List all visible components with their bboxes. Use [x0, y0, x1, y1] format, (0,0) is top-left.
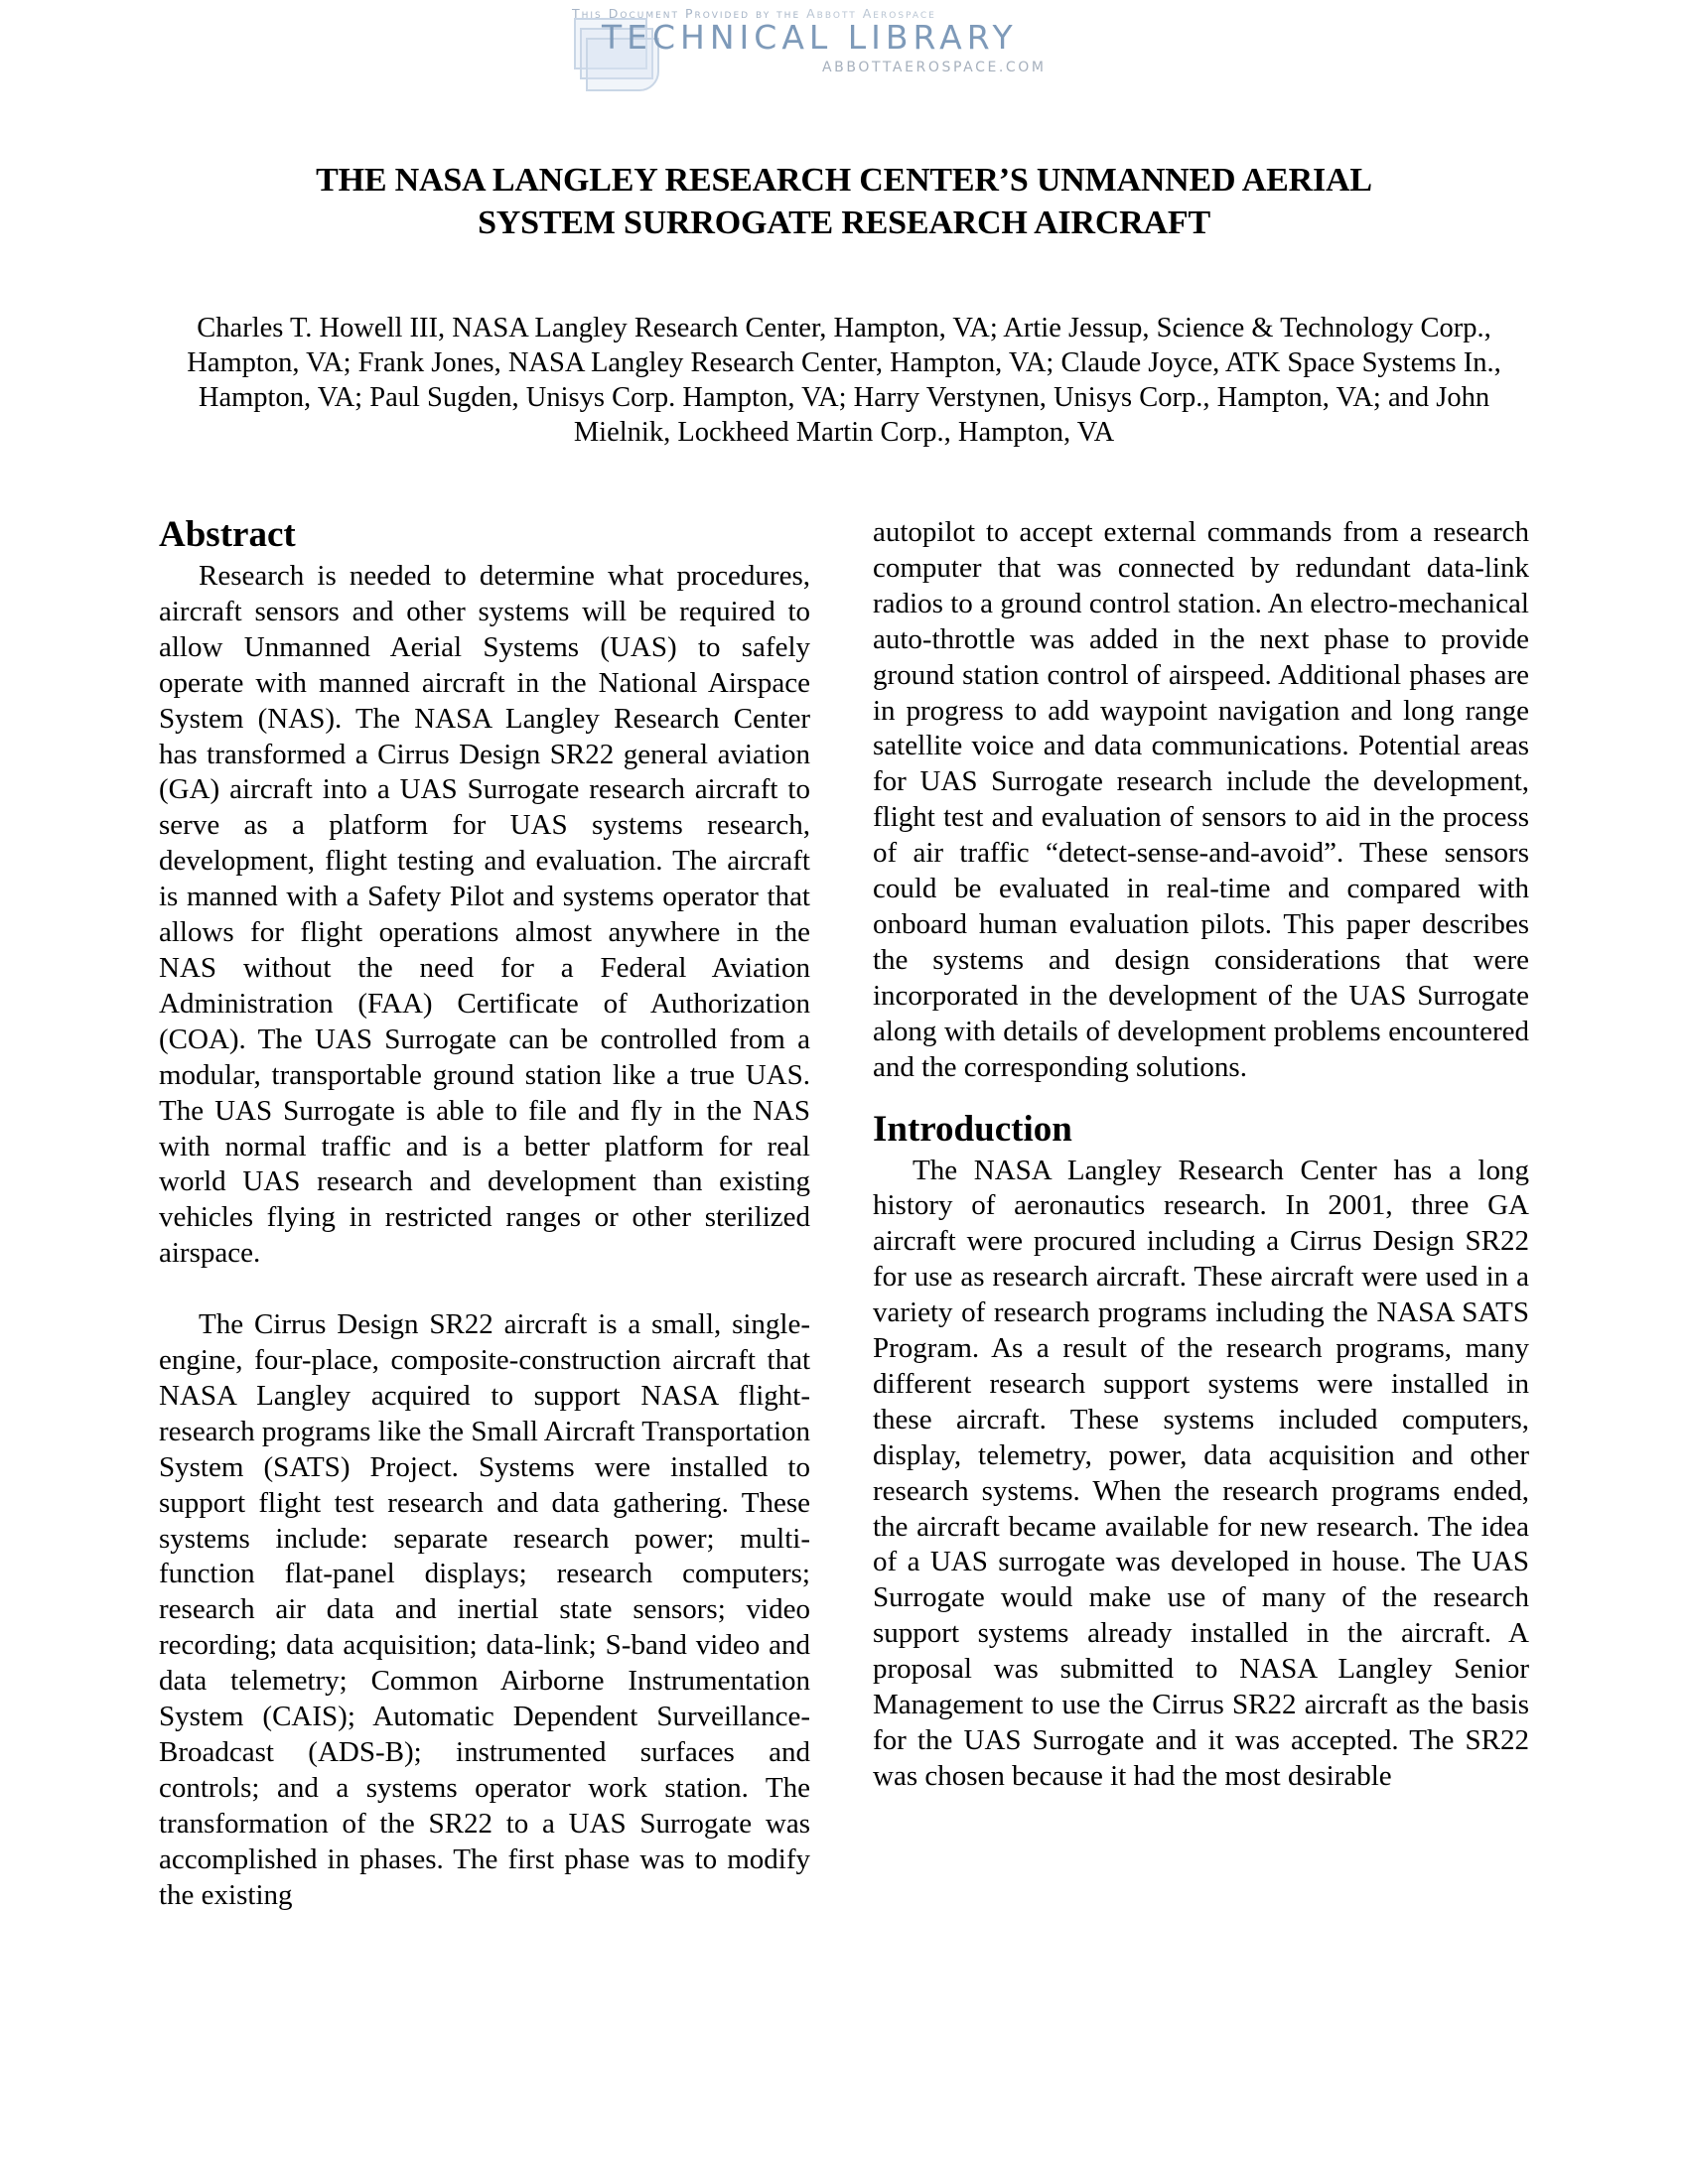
author-list: Charles T. Howell III, NASA Langley Research Center, Hampton, VA; Artie Jessup, Science & Technology Corp., Hampton, VA; Frank Jones, NASA Langley Research Center, Hampton, VA; Claude Joyce, ATK Space Systems In., Hampton, VA; Paul Sugden, Unisys Corp. Hampton, VA; Harry Verstynen, Unisys Corp., Hampton, VA; and John Mielnik, Lockheed Martin Corp., Hampton, VA	[187, 313, 1501, 448]
abstract-paragraph: Research is needed to determine what procedures, aircraft sensors and other systems will be required to allow Unmanned Aerial Systems (UAS) to safely operate with manned aircraft in the National Airspace System (NAS). The NASA Langley Research Center has transformed a Cirrus Design SR22 general aviation (GA) aircraft into a UAS Surrogate research aircraft to serve as a platform for UAS systems research, development, flight testing and evaluation. The aircraft is manned with a Safety Pilot and systems operator that allows for flight operations almost anywhere in the NAS without the need for a Federal Aviation Administration (FAA) Certificate of Authorization (COA). The UAS Surrogate can be controlled from a modular, transportable ground station like a true UAS. The UAS Surrogate is able to file and fly in the NAS with normal traffic and is a better platform for real world UAS research and development than existing vehicles flying in restricted ranges or other sterilized airspace.	[159, 560, 810, 1270]
provider-watermark	[566, 4, 1082, 95]
abstract-paragraph: The Cirrus Design SR22 aircraft is a small, single-engine, four-place, composite-construction aircraft that NASA Langley acquired to support NASA flight-research programs like the Small Aircraft Transportation System (SATS) Project. Systems were installed to support flight test research and data gathering. These systems include: separate research power; multi-function flat-panel displays; research computers; research air data and inertial state sensors; video recording; data acquisition; data-link; S-band video and data telemetry; Common Airborne Instrumentation System (CAIS); Automatic Dependent Surveillance-Broadcast (ADS-B); instrumented surfaces and controls; and a systems operator work station. The transformation of the SR22 to a UAS Surrogate was accomplished in phases. The first phase was to modify the existing	[159, 1308, 810, 1911]
abstract-paragraph-continued: autopilot to accept external commands from a research computer that was connected by redundant data-link radios to a ground control station. An electro-mechanical auto-throttle was added in the next phase to provide ground station control of airspeed. Additional phases are in progress to add waypoint navigation and long range satellite voice and data communications. Potential areas for UAS Surrogate research include the development, flight test and evaluation of sensors to aid in the process of air traffic “detect-sense-and-avoid”. These sensors could be evaluated in real-time and compared with onboard human evaluation pilots. This paper describes the systems and design considerations that were incorporated in the development of the UAS Surrogate along with details of development problems encountered and the corresponding solutions.	[873, 516, 1529, 1083]
left-column	[159, 511, 810, 1914]
title-line-2: SYSTEM SURROGATE RESEARCH AIRCRAFT	[478, 205, 1210, 241]
watermark-brand: Abbott Aerospace	[806, 6, 936, 21]
introduction-heading: Introduction	[873, 1108, 1072, 1150]
introduction-paragraph: The NASA Langley Research Center has a long history of aeronautics research. In 2001, three GA aircraft were procured including a Cirrus Design SR22 for use as research aircraft. These aircraft were used in a variety of research programs including the NASA SATS Program. As a result of the research programs, many different research support systems were installed in these aircraft. These systems included computers, display, telemetry, power, data acquisition and other research systems. When the research programs ended, the aircraft became available for new research. The idea of a UAS surrogate was developed in house. The UAS Surrogate would make use of many of the research support systems already installed in the aircraft. A proposal was submitted to NASA Langley Senior Management to use the Cirrus SR22 aircraft as the basis for the UAS Surrogate and it was accepted. The SR22 was chosen because it had the most desirable	[873, 1154, 1529, 1792]
watermark-prefix: This Document Provided by the	[572, 6, 801, 21]
abstract-heading: Abstract	[159, 514, 296, 555]
watermark-url: ABBOTTAEROSPACE.COM	[822, 60, 1047, 75]
watermark-library-name: TECHNICAL LIBRARY	[602, 18, 1018, 57]
paper-title	[119, 159, 1569, 244]
right-column	[873, 515, 1529, 1795]
title-line-1: THE NASA LANGLEY RESEARCH CENTER’S UNMANNED AERIAL	[316, 162, 1372, 199]
